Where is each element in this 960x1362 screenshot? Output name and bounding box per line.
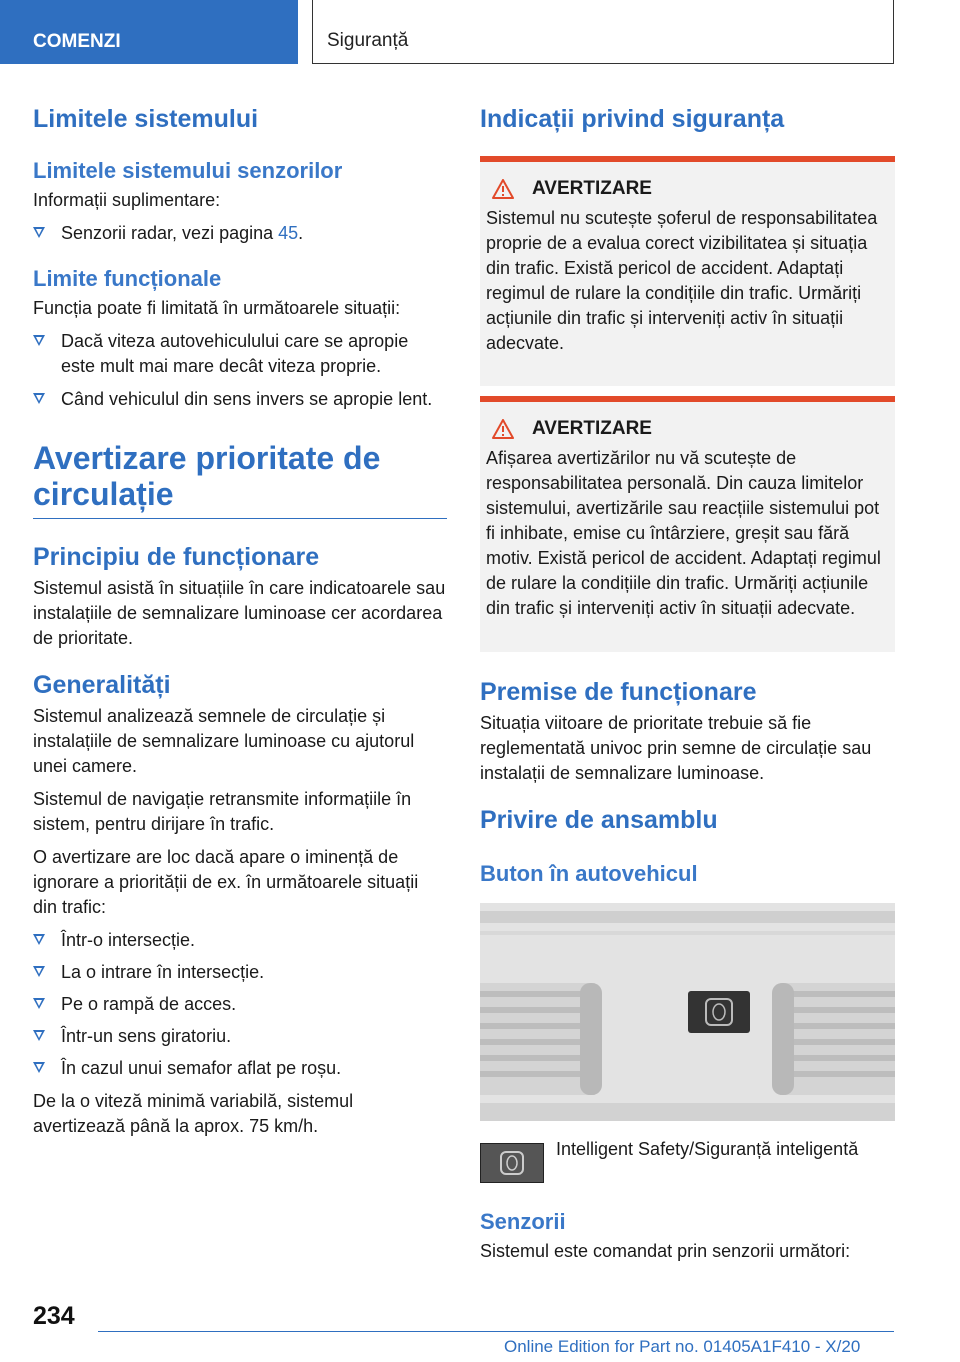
dashboard-illustration [480,903,895,1121]
warning-title: AVERTIZARE [532,418,652,439]
list-item: Senzorii radar, vezi pagina 45. [33,221,447,246]
warning-text: Sistemul nu scutește șoferul de responsabilitatea proprie de a evalua corect vizibilitatea și situația din trafic. Există pericol de accident. Adaptați regimul de rulare la condițiile din trafic. Urmăriți acțiunile din trafic și interveniți activ în situații adecvate. [486,208,878,353]
button-caption: Intelligent Safety/Siguranță inteligentă [556,1139,859,1159]
bullet-icon [33,1062,45,1073]
list-item: Într-un sens giratoriu. [33,1024,447,1049]
dashboard-photo [480,903,895,1121]
sensors-text: Sistemul este comandat prin senzorii următori: [480,1241,851,1261]
bullet-icon [33,335,45,346]
footer-divider [98,1331,894,1332]
bullet-icon [33,998,45,1009]
heading-sensor-limits: Limitele sistemului senzorilor [33,158,343,183]
warning-triangle-icon [492,419,514,439]
right-column [480,100,895,1264]
functional-intro: Funcția poate fi limitată în următoarele situații: [33,298,401,318]
heading-system-limits: Limitele sistemului [33,105,259,133]
warning-triangle-icon [492,179,514,199]
warning-box-1 [480,156,895,386]
button-legend [480,1139,895,1183]
heading-functional-limits: Limite funcționale [33,266,222,291]
bullet-icon [33,227,45,238]
bullet-icon [33,393,45,404]
heading-principle: Principiu de funcționare [33,543,320,571]
list-item: În cazul unui semafor aflat pe roșu. [33,1056,447,1081]
list-item: Când vehiculul din sens invers se apropie lent. [33,387,447,412]
main-title-block [33,440,447,519]
heading-sensors: Senzorii [480,1209,566,1234]
bullet-icon [33,1030,45,1041]
list-item: Dacă viteza autovehiculului care se apropie este mult mai mare decât viteza proprie. [33,329,447,379]
warning-box-2 [480,396,895,652]
edition-text: Online Edition for Part no. 01405A1F410 - X/20 [504,1337,861,1356]
general-paragraph-1: Sistemul analizează semnele de circulație și instalațiile de semnalizare luminoase cu ajutorul unei camere. [33,706,415,776]
functional-list [33,329,447,412]
list-item: Într-o intersecție. [33,928,447,953]
warning-text: Afișarea avertizărilor nu vă scutește de responsabilitatea personală. Din cauza limitelor sistemului, avertizările sau reacțiile sistemului pot fi inhibate, emise cu întârziere, greșit sau fără motiv. Există pericol de accident. Adaptați regimul de rulare la condițiile din trafic. Urmăriți acțiunile din trafic și interveniți activ în situații adecvate. [486,448,881,618]
heading-premise: Premise de funcționare [480,678,757,706]
page-link[interactable]: 45 [278,223,299,243]
chapter-title: Siguranță [327,30,409,51]
bullet-icon [33,934,45,945]
heading-button: Buton în autovehicul [480,861,698,886]
premise-text: Situația viitoare de prioritate trebuie să fie reglementată univoc prin semne de circulație sau instalații de semnalizare luminoase. [480,713,872,783]
safety-button-icon [480,1143,544,1183]
heading-safety: Indicații privind siguranța [480,105,785,133]
situations-list [33,928,447,1081]
warning-title: AVERTIZARE [532,178,652,199]
info-list [33,221,447,246]
bullet-icon [33,966,45,977]
general-paragraph-2: Sistemul de navigație retransmite informațiile în sistem, pentru dirijare în trafic. [33,789,412,834]
left-column [33,100,447,1139]
general-paragraph-3: O avertizare are loc dacă apare o iminență de ignorare a priorității de ex. în următoarele situații din trafic: [33,847,419,917]
info-label: Informații suplimentare: [33,190,221,210]
principle-text: Sistemul asistă în situațiile în care indicatoarele sau instalațiile de semnalizare luminoase cer acordarea de prioritate. [33,578,446,648]
page-number: 234 [33,1302,75,1330]
warning-header [486,178,887,200]
main-title: Avertizare prioritate de circulație [33,440,381,512]
list-item: La o intrare în intersecție. [33,960,447,985]
heading-overview: Privire de ansamblu [480,806,718,834]
general-paragraph-4: De la o viteză minimă variabilă, sistemul avertizează până la aprox. 75 km/h. [33,1091,354,1136]
warning-header [486,418,887,440]
section-tab [0,0,298,64]
heading-general: Generalități [33,671,171,699]
section-title: COMENZI [33,31,121,52]
list-item: Pe o rampă de acces. [33,992,447,1017]
chapter-tab [312,0,894,64]
